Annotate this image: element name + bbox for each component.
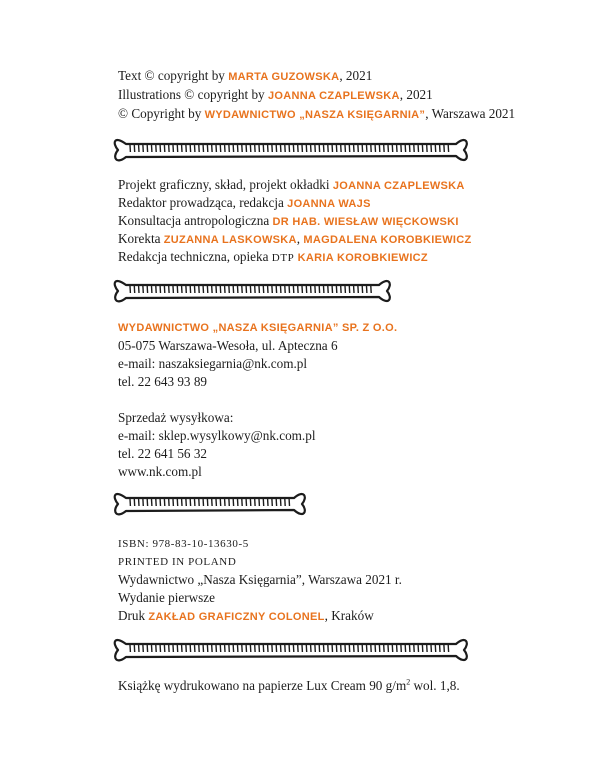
credit-proofreading-line — [118, 230, 472, 249]
mailorder-website: www.nk.com.pl — [118, 464, 202, 479]
edition-publisher: Wydawnictwo „Nasza Księgarnia”, Warszawa 2021 r. — [118, 572, 402, 587]
paper-text: wol. 1,8. — [410, 678, 460, 693]
copyright-text-line — [118, 67, 372, 86]
paper-info — [118, 677, 460, 695]
publisher-email: e-mail: naszaksiegarnia@nk.com.pl — [118, 356, 308, 371]
publisher-name: WYDAWNICTWO „NASZA KSIĘGARNIA” — [204, 109, 426, 121]
credit-design-line — [118, 176, 465, 195]
bone-divider-icon — [110, 633, 472, 667]
credit-role: Redaktor prowadząca, redakcja — [118, 195, 288, 210]
copyright-illustrations-line — [118, 86, 433, 105]
proofreader-name: MAGDALENA KOROBKIEWICZ — [303, 234, 472, 246]
credit-role: Redakcja techniczna, opieka — [118, 249, 272, 264]
publisher-company-line — [118, 318, 397, 337]
copyright-place-year: , Warszawa 2021 — [425, 106, 516, 121]
publisher-address: 05-075 Warszawa-Wesoła, ul. Apteczna 6 — [118, 338, 338, 353]
author-name: MARTA GUZOWSKA — [228, 71, 340, 83]
mailorder-title: Sprzedaż wysyłkowa: — [118, 410, 234, 425]
proofreader-name: ZUZANNA LASKOWSKA — [163, 234, 297, 246]
publisher-phone: tel. 22 643 93 89 — [118, 374, 208, 389]
mailorder-phone: tel. 22 641 56 32 — [118, 446, 208, 461]
credit-consultation-line — [118, 212, 459, 231]
copyright-label: Illustrations © copyright by — [118, 87, 268, 102]
publisher-company-name: WYDAWNICTWO „NASZA KSIĘGARNIA” SP. Z O.O. — [118, 322, 398, 334]
isbn: ISBN: 978-83-10-13630-5 — [118, 538, 249, 550]
printer-name: ZAKŁAD GRAFICZNY COLONEL — [148, 611, 325, 623]
credit-role: Konsultacja antropologiczna — [118, 213, 273, 228]
editor-name: JOANNA WAJS — [287, 198, 371, 210]
printer-city: , Kraków — [324, 608, 374, 623]
credit-technical-line — [118, 248, 428, 267]
copyright-publisher-line — [118, 105, 515, 124]
printed-in: PRINTED IN POLAND — [118, 556, 237, 568]
technical-editor-name: KARIA KOROBKIEWICZ — [297, 252, 428, 264]
designer-name: JOANNA CZAPLEWSKA — [332, 180, 465, 192]
printer-line — [118, 607, 374, 626]
bone-divider-icon — [110, 487, 310, 521]
copyright-year: , 2021 — [399, 87, 433, 102]
dtp-label: DTP — [271, 252, 295, 264]
copyright-label: © Copyright by — [118, 106, 205, 121]
copyright-year: , 2021 — [339, 68, 373, 83]
credit-editor-line — [118, 194, 371, 213]
paper-text: Książkę wydrukowano na papierze Lux Cream 90 g/m — [118, 678, 407, 693]
credit-role: Korekta — [118, 231, 164, 246]
bone-divider-icon — [110, 133, 472, 167]
superscript: 2 — [406, 677, 411, 687]
mailorder-email: e-mail: sklep.wysylkowy@nk.com.pl — [118, 428, 316, 443]
copyright-label: Text © copyright by — [118, 68, 229, 83]
consultant-name: DR HAB. WIESŁAW WIĘCKOWSKI — [272, 216, 459, 228]
printer-label: Druk — [118, 608, 149, 623]
separator: , — [296, 231, 304, 246]
edition-number: Wydanie pierwsze — [118, 590, 215, 605]
credit-role: Projekt graficzny, skład, projekt okładki — [118, 177, 333, 192]
bone-divider-icon — [110, 274, 395, 308]
illustrator-name: JOANNA CZAPLEWSKA — [267, 90, 400, 102]
